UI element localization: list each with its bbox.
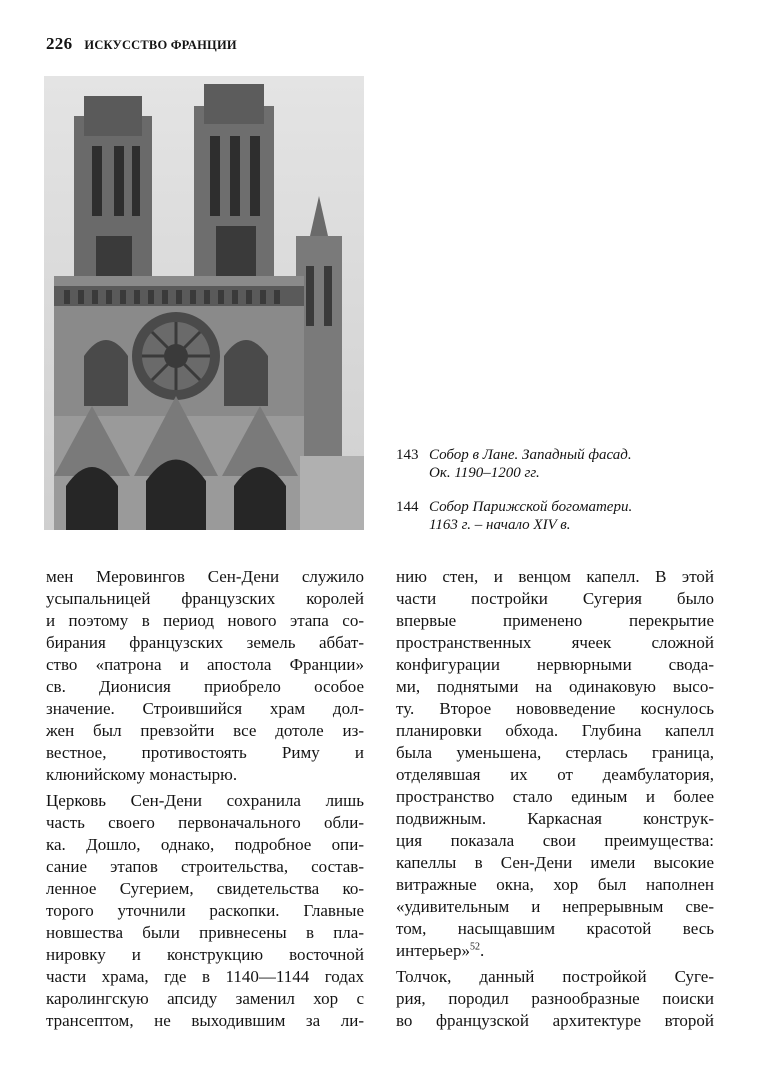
text-line: впервые применено перекрытие [396, 611, 714, 630]
text-line: усыпальницей французских королей [46, 589, 364, 608]
text-line: св. Дионисия приобрело особое [46, 677, 364, 696]
text-line: отделявшая их от деамбулатория, [396, 765, 714, 784]
text-line: была уменьшена, стерлась граница, [396, 743, 714, 762]
page-header [46, 34, 237, 54]
text-line: сание этапов строительства, состав- [46, 857, 364, 876]
text-line: ция показала свои преимущества: [396, 831, 714, 850]
footnote-ref[interactable]: 52 [469, 941, 480, 953]
text-line: Толчок, данный постройкой Суге- [396, 967, 714, 986]
text-line: торого уточнили раскопки. Главные [46, 901, 364, 920]
caption-text [429, 446, 632, 482]
paragraph [396, 966, 714, 1032]
text-line: и поэтому в период нового этапа со- [46, 611, 364, 630]
caption-number: 144 [396, 499, 419, 515]
text-line: ство «патрона и апостола Франции» [46, 655, 364, 674]
text-line: ми, поднятыми на одинаковую высо- [396, 677, 714, 696]
text-line: трансептом, не выходившим за ли- [46, 1011, 364, 1030]
caption-line: Ок. 1190–1200 гг. [429, 465, 540, 481]
caption-number: 143 [396, 447, 419, 463]
page-number: 226 [46, 34, 73, 53]
text-line [396, 940, 714, 962]
left-column [46, 566, 364, 1032]
caption-144 [396, 498, 714, 534]
text-line: витражные окна, хор был наполнен [396, 875, 714, 894]
text-line: каролингскую апсиду заменил хор с [46, 989, 364, 1008]
text-line: ленное Сугерием, свидетельства ко- [46, 879, 364, 898]
text-line: рия, породил разнообразные поиски [396, 989, 714, 1008]
figure-captions [396, 446, 714, 550]
text-line: части постройки Сугерия было [396, 589, 714, 608]
text-line: том, насыщавшим красотой весь [396, 919, 714, 938]
text-line: ка. Дошло, однако, подробное опи- [46, 835, 364, 854]
text-line: нировку и конструкцию восточной [46, 945, 364, 964]
caption-text [429, 498, 632, 534]
text-fragment: . [479, 941, 485, 960]
text-line: ту. Второе нововведение коснулось [396, 699, 714, 718]
text-line: жен был превзойти все дотоле из- [46, 721, 364, 740]
text-line: «удивительным и непрерывным све- [396, 897, 714, 916]
caption-line: Собор в Лане. Западный фасад. [429, 447, 632, 463]
text-line: конфигурации нервюрными свода- [396, 655, 714, 674]
text-line: нию стен, и венцом капелл. В этой [396, 567, 714, 586]
text-line: новшества были привнесены в пла- [46, 923, 364, 942]
text-line: планировки обхода. Глубина капелл [396, 721, 714, 740]
text-line: часть своего первоначального обли- [46, 813, 364, 832]
text-line: подвижным. Каркасная конструк- [396, 809, 714, 828]
text-line: вестное, противостоять Риму и [46, 743, 364, 762]
text-line: клюнийскому монастырю. [46, 765, 238, 784]
paragraph [396, 566, 714, 962]
caption-143 [396, 446, 714, 482]
cathedral-photo [44, 76, 364, 530]
text-line: Церковь Сен-Дени сохранила лишь [46, 791, 364, 810]
text-line: капеллы в Сен-Дени имели высокие [396, 853, 714, 872]
text-line: части храма, где в 1140—1144 годах [46, 967, 364, 986]
text-line: бирания французских земель аббат- [46, 633, 364, 652]
text-line: пространство стало единым и более [396, 787, 714, 806]
paragraph [46, 566, 364, 786]
text-line: во французской архитектуре второй [396, 1011, 714, 1030]
text-line: мен Меровингов Сен-Дени служило [46, 567, 364, 586]
right-column [396, 566, 714, 1032]
caption-line: Собор Парижской богоматери. [429, 499, 633, 515]
text-fragment: интерьер» [396, 941, 470, 960]
caption-line: 1163 г. – начало XIV в. [429, 517, 571, 533]
text-line: значение. Строившийся храм дол- [46, 699, 364, 718]
text-line: пространственных ячеек сложной [396, 633, 714, 652]
paragraph [46, 790, 364, 1032]
running-head: ИСКУССТВО ФРАНЦИИ [84, 38, 237, 52]
